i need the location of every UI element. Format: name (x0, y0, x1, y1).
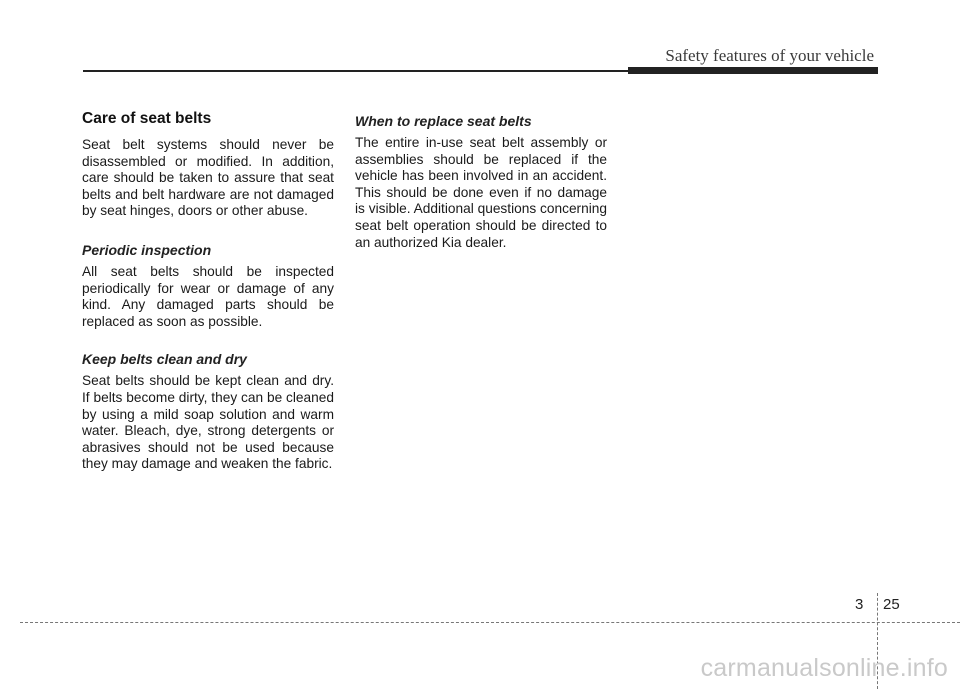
care-intro-paragraph: Seat belt systems should never be disassembled or modified. In addition, care should be taken to assure that seat belts and belt hardware are not damaged by seat hinges, doors or other abuse. (82, 137, 334, 219)
running-header-title: Safety features of your vehicle (665, 46, 874, 65)
periodic-inspection-section (82, 242, 334, 330)
footer-dashed-rule (20, 622, 960, 623)
periodic-inspection-paragraph: All seat belts should be inspected periodically for wear or damage of any kind. Any damaged parts should be replaced as soon as possible. (82, 263, 334, 329)
left-column (82, 110, 334, 494)
right-column (355, 110, 607, 272)
subheading-periodic-inspection: Periodic inspection (82, 241, 212, 258)
care-section (82, 110, 334, 220)
header-rule-accent (628, 67, 878, 74)
header-rule (83, 70, 633, 72)
keep-clean-section (82, 351, 334, 473)
page-number: 25 (883, 596, 900, 613)
when-to-replace-paragraph: The entire in-use seat belt assembly or assemblies should be replaced if the vehicle has been involved in an accident. This should be done even if no damage is visible. Additional questions concerning seat belt operation should be directed to an authorized Kia dealer. (355, 135, 607, 250)
chapter-number: 3 (855, 596, 864, 613)
subheading-keep-clean: Keep belts clean and dry (82, 351, 247, 368)
watermark-text: carmanualsonline.info (700, 654, 948, 682)
keep-clean-paragraph: Seat belts should be kept clean and dry. If belts become dirty, they can be cleaned by using a mild soap solution and warm water. Bleach, dye, strong detergents or abrasives should not be used because they may damage and weaken the fabric. (82, 373, 334, 472)
replace-section (355, 113, 607, 251)
section-heading-care: Care of seat belts (82, 110, 212, 127)
subheading-when-to-replace: When to replace seat belts (355, 113, 532, 129)
